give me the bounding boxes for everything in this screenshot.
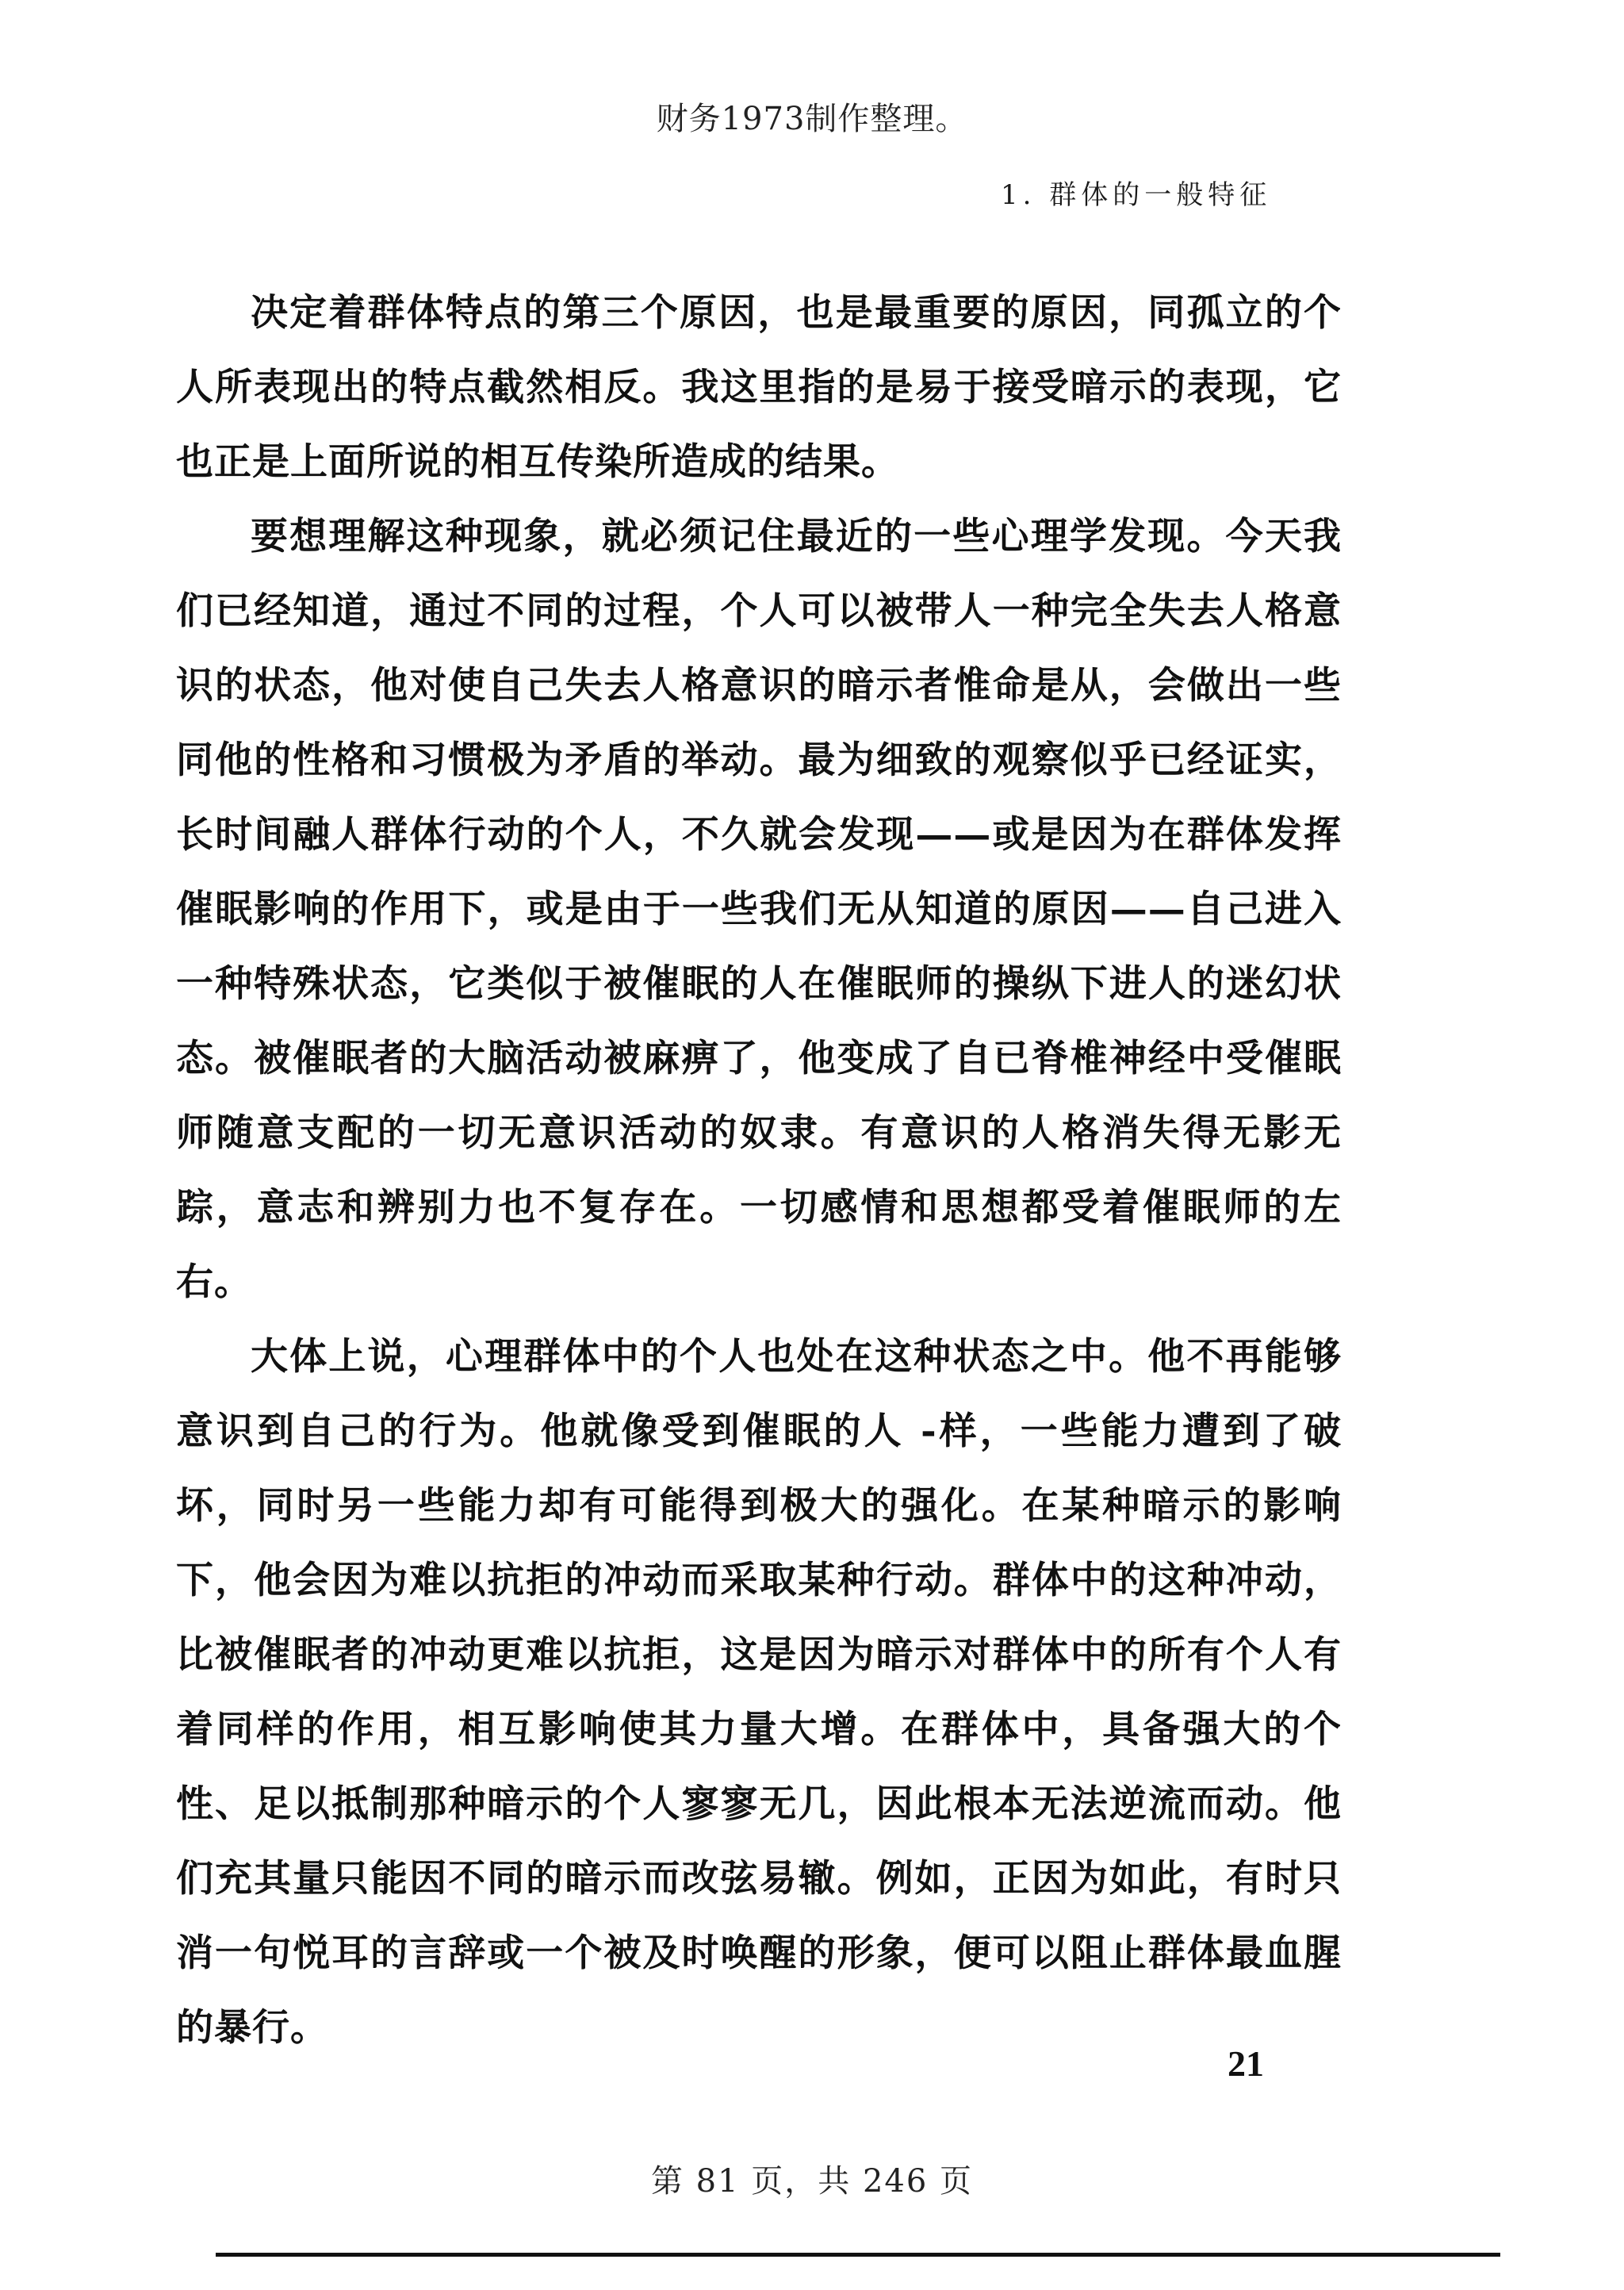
paragraph: 大体上说，心理群体中的个人也处在这种状态之中。他不再能够意识到自己的行为。他就像受到催眠的人 -样，一些能力遭到了破坏，同时另一些能力却有可能得到极大的强化。在某种暗示的影响下，他会因为难以抗拒的冲动而采取某种行动。群体中的这种冲动，比被催眠者的冲动更难以抗拒，这是因为暗示对群体中的所有个人有着同样的作用，相互影响使其力量大增。在群体中，具备强大的个性、足以抵制那种暗示的个人寥寥无几，因此根本无法逆流而动。他们充其量只能因不同的暗示而改弦易辙。例如，正因为如此，有时只消一句悦耳的言辞或一个被及时唤醒的形象，便可以阻止群体最血腥的暴行。 — [176, 1335, 1342, 2050]
page-indicator: 第 81 页，共 246 页 — [650, 2163, 974, 2200]
page-number: 21 — [1228, 2043, 1264, 2084]
watermark-text: 财务1973制作整理。 — [656, 101, 968, 137]
bottom-rule — [216, 2253, 1500, 2257]
paragraph: 要想理解这种现象，就必须记住最近的一些心理学发现。今天我们已经知道，通过不同的过程，个人可以被带人一种完全失去人格意识的状态，他对使自己失去人格意识的暗示者惟命是从，会做出一些同他的性格和习惯极为矛盾的举动。最为细致的观察似乎已经证实，长时间融人群体行动的个人，不久就会发现——或是因为在群体发挥催眠影响的作用下，或是由于一些我们无从知道的原因——自己进入一种特殊状态，它类似于被催眠的人在催眠师的操纵下进人的迷幻状态。被催眠者的大脑活动被麻痹了，他变成了自已脊椎神经中受催眠师随意支配的一切无意识活动的奴隶。有意识的人格消失得无影无踪，意志和辨别力也不复存在。一切感情和思想都受着催眠师的左右。 — [176, 515, 1342, 1304]
running-head: 1. 群体的一般特征 — [1001, 179, 1272, 211]
body-text — [176, 276, 1342, 2066]
paragraph: 决定着群体特点的第三个原因，也是最重要的原因，同孤立的个人所表现出的特点截然相反。我这里指的是易于接受暗示的表现，它也正是上面所说的相互传染所造成的结果。 — [176, 291, 1342, 484]
